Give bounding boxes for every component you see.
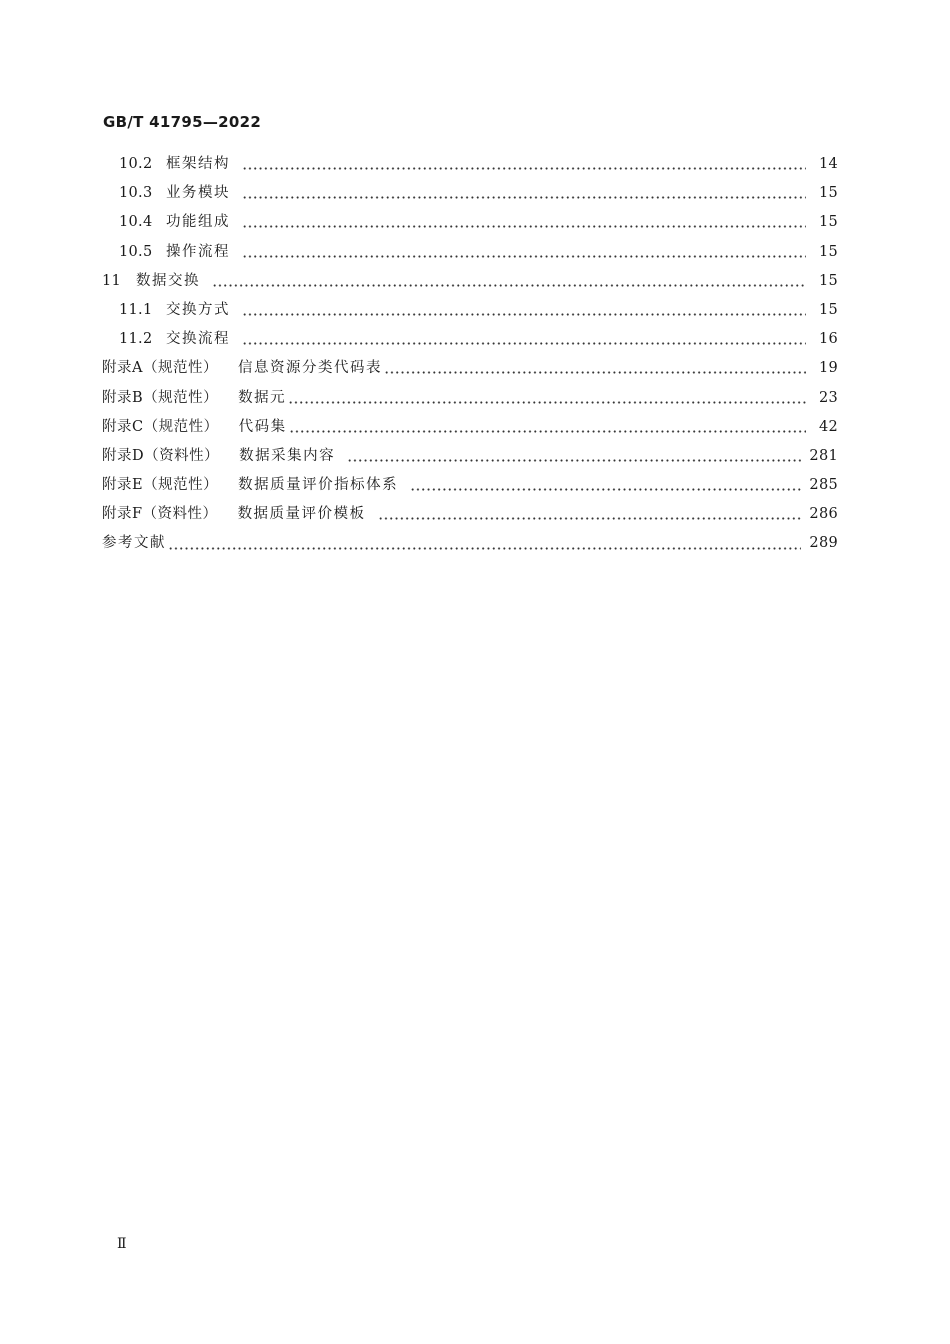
appendix-page: 281 (809, 447, 838, 464)
toc-entry-title: 操作流程 (166, 243, 230, 260)
toc-entry-title: 框架结构 (166, 156, 230, 172)
toc-entry-page: 15 (818, 243, 838, 260)
appendix-title: 数据采集内容 (239, 447, 336, 464)
appendix-entry[interactable] (102, 502, 838, 531)
dot-leader (242, 255, 806, 258)
appendix-label: 附录A（规范性） (102, 360, 218, 377)
table-of-contents (102, 152, 838, 561)
toc-entry-page: 15 (818, 185, 838, 202)
dot-leader (242, 313, 806, 316)
toc-entry[interactable] (102, 327, 838, 356)
dot-leader (242, 167, 806, 170)
toc-entry[interactable] (102, 298, 838, 327)
toc-entry-title: 数据交换 (136, 272, 200, 289)
appendix-title: 代码集 (238, 418, 287, 435)
toc-entry-page: 16 (818, 331, 838, 348)
toc-entry[interactable] (102, 240, 838, 269)
appendix-label: 附录B（规范性） (102, 389, 219, 406)
toc-entry[interactable] (102, 181, 838, 210)
toc-entry-page: 14 (818, 156, 838, 172)
toc-entry-page: 15 (818, 301, 838, 318)
appendix-label: 附录C（规范性） (102, 418, 219, 435)
toc-entry-number: 11 (102, 272, 122, 289)
appendix-entry[interactable] (102, 386, 838, 415)
appendix-title: 数据质量评价模板 (237, 506, 366, 523)
dot-leader (378, 517, 802, 520)
dot-leader (242, 342, 806, 345)
toc-entry-title: 交换流程 (166, 331, 230, 348)
appendix-title: 数据元 (238, 389, 287, 406)
dot-leader (242, 225, 806, 228)
references-title: 参考文献 (102, 535, 166, 552)
dot-leader (289, 430, 806, 433)
references-page: 289 (809, 535, 838, 552)
toc-entry[interactable] (102, 269, 838, 298)
dot-leader (410, 488, 801, 491)
appendix-page: 285 (809, 477, 838, 494)
toc-entry-page: 15 (818, 214, 838, 231)
appendix-label: 附录F（资料性） (102, 506, 218, 523)
toc-entry-title: 功能组成 (166, 214, 230, 231)
appendix-page: 286 (809, 506, 838, 523)
toc-entry[interactable] (102, 152, 838, 181)
standard-code: GB/T 41795—2022 (103, 113, 262, 131)
appendix-page: 23 (818, 389, 838, 406)
dot-leader (288, 401, 806, 404)
appendix-page: 19 (818, 360, 838, 377)
toc-entry-number: 10.4 (119, 214, 153, 231)
dot-leader (212, 284, 806, 287)
appendix-entry[interactable] (102, 356, 838, 385)
toc-entry[interactable] (102, 210, 838, 239)
appendix-label: 附录E（规范性） (102, 477, 219, 494)
appendix-title: 信息资源分类代码表 (237, 360, 382, 377)
toc-entry-title: 业务模块 (166, 185, 230, 202)
appendix-page: 42 (818, 418, 838, 435)
toc-entry-number: 10.2 (119, 156, 153, 172)
toc-entry-number: 11.2 (119, 331, 153, 348)
appendix-label: 附录D（资料性） (102, 447, 220, 464)
appendix-title: 数据质量评价指标体系 (238, 477, 399, 494)
appendix-entry[interactable] (102, 473, 838, 502)
dot-leader (242, 196, 806, 199)
page-number: Ⅱ (117, 1236, 127, 1252)
toc-entry-number: 10.3 (119, 185, 153, 202)
dot-leader (384, 371, 806, 374)
toc-entry-number: 10.5 (119, 243, 153, 260)
dot-leader (168, 547, 801, 550)
references-entry[interactable] (102, 531, 838, 560)
toc-entry-number: 11.1 (119, 301, 153, 318)
toc-entry-page: 15 (818, 272, 838, 289)
appendix-entry[interactable] (102, 415, 838, 444)
dot-leader (347, 459, 801, 462)
appendix-entry[interactable] (102, 444, 838, 473)
toc-entry-title: 交换方式 (166, 301, 230, 318)
